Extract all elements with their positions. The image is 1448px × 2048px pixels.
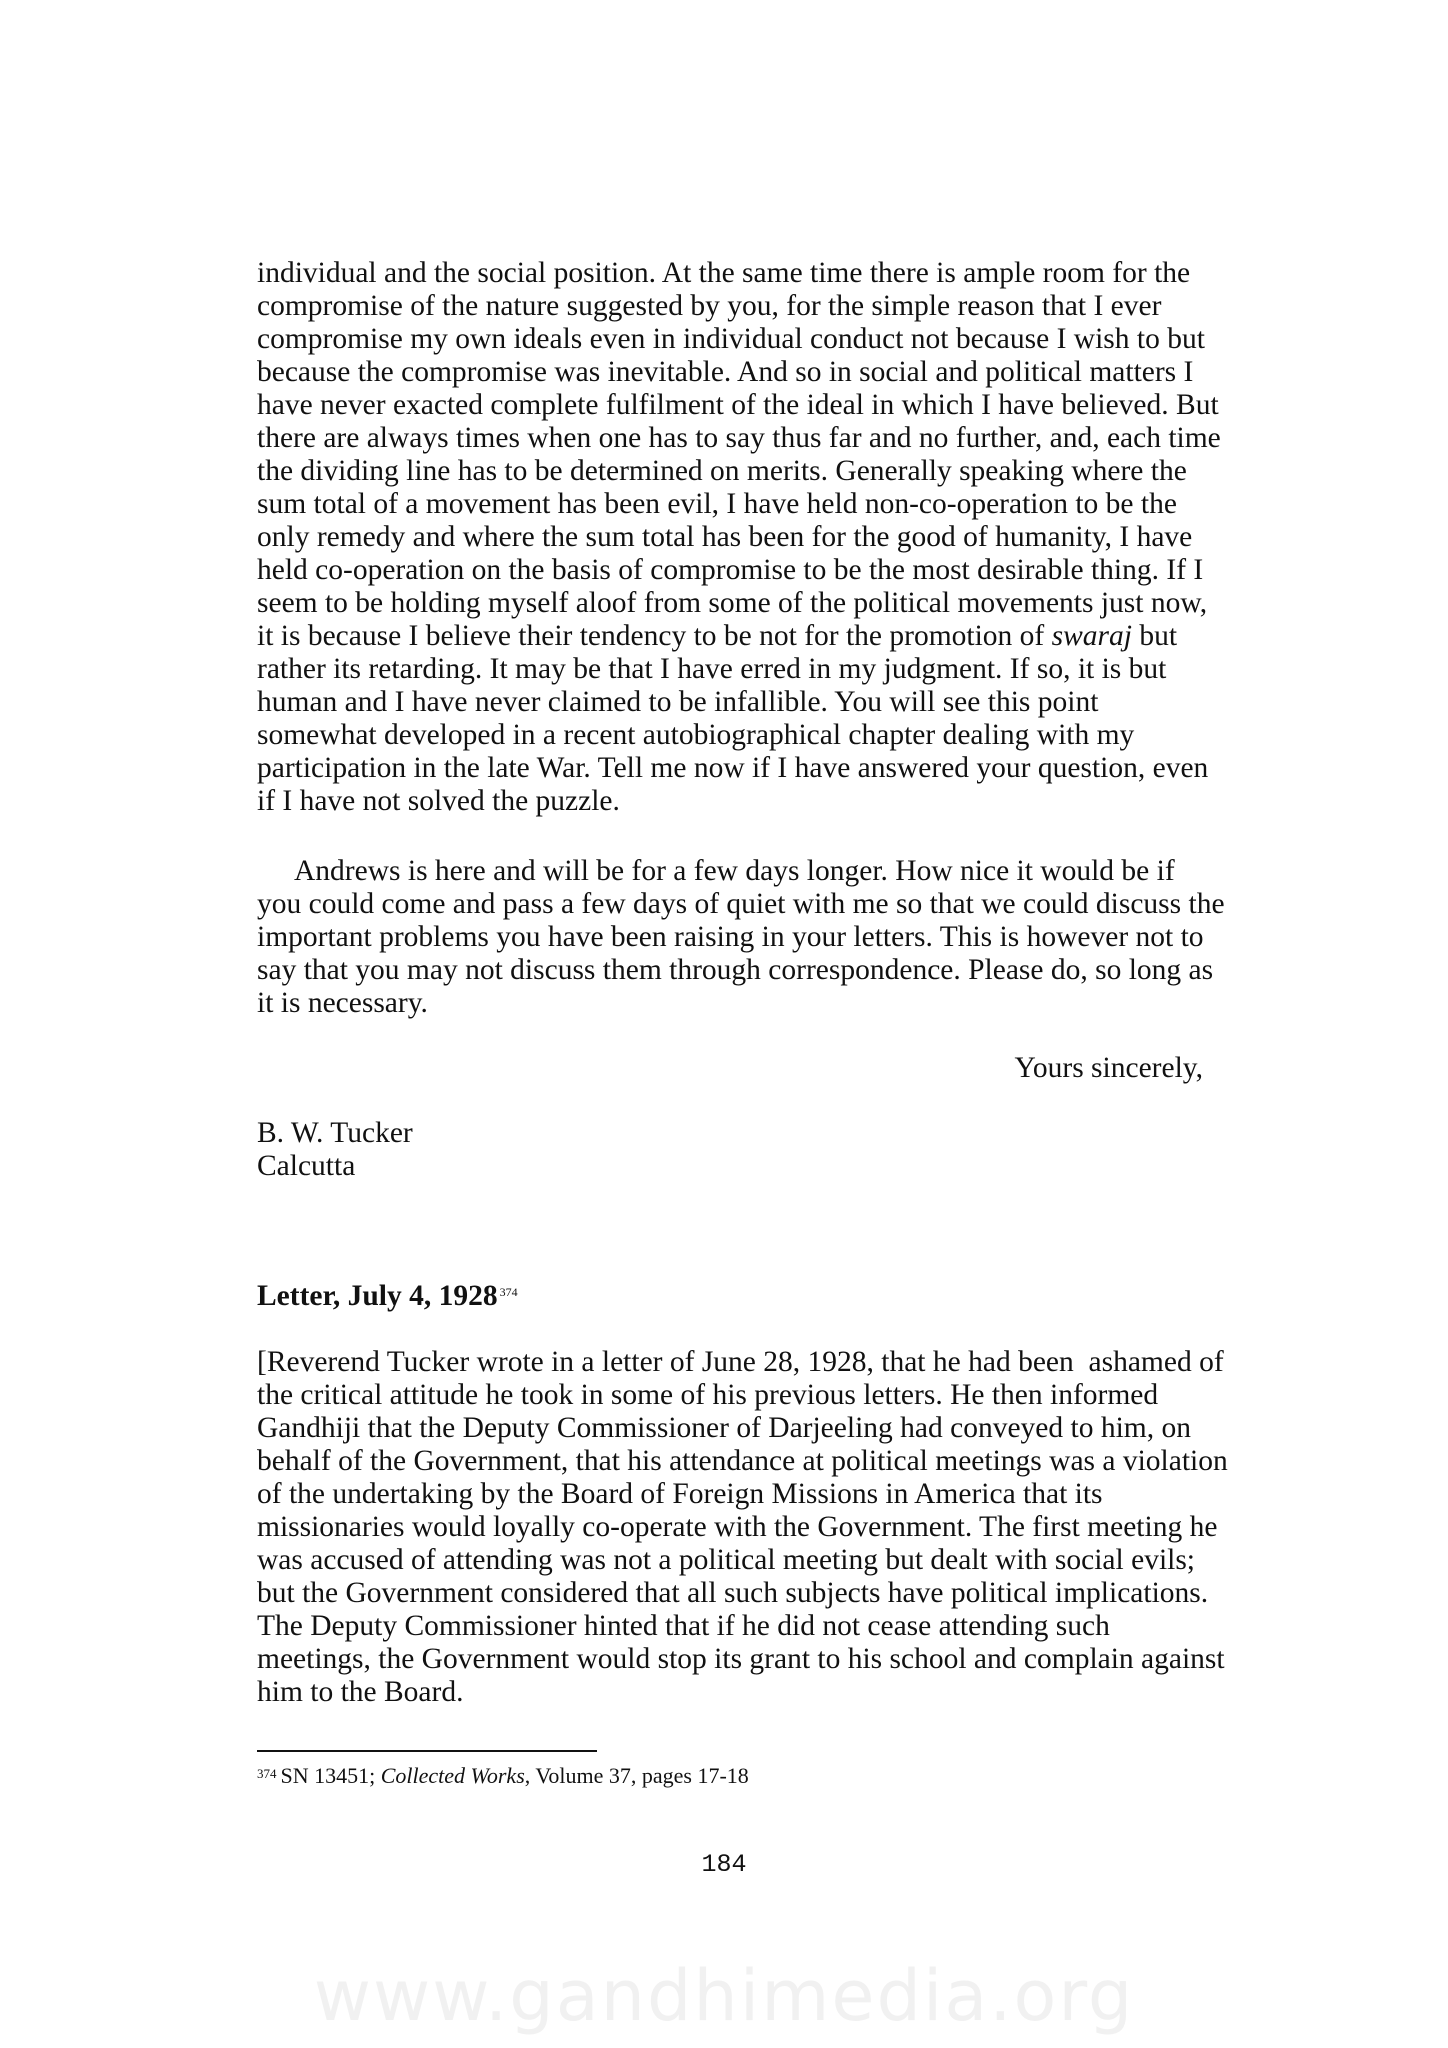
text-line: rather its retarding. It may be that I have erred in my judgment. If so, it is but [257,653,1167,685]
footnote-number: 374 [257,1766,277,1781]
text-line-swaraj [257,620,1203,653]
text-line: sum total of a movement has been evil, I have held non-co-operation to be the [257,488,1177,520]
text-line: the dividing line has to be determined on merits. Generally speaking where the [257,455,1187,487]
italic-term: swaraj [1051,620,1132,652]
text-line: there are always times when one has to say thus far and no further, and, each time [257,422,1221,454]
text-line: it is necessary. [257,987,428,1019]
text-line: Andrews is here and will be for a few days longer. How nice it would be if [294,855,1175,887]
text-line: seem to be holding myself aloof from some of the political movements just now, [257,587,1208,619]
text-line: Gandhiji that the Deputy Commissioner of Darjeeling had conveyed to him, on [257,1412,1191,1444]
text-line: meetings, the Government would stop its grant to his school and complain against [257,1643,1225,1675]
text-line: compromise of the nature suggested by you, for the simple reason that I ever [257,290,1162,322]
footnote-text: SN 13451; [280,1763,381,1788]
text-line: have never exacted complete fulfilment of the ideal in which I have believed. But [257,389,1219,421]
addressee-name: B. W. Tucker [257,1117,413,1149]
text-line: individual and the social position. At the same time there is ample room for the [257,257,1191,289]
footnote-italic: Collected Works [380,1763,525,1788]
section-heading [257,1280,518,1313]
text-line: but the Government considered that all such subjects have political implications. [257,1577,1209,1609]
closing-salutation: Yours sincerely, [1014,1052,1203,1084]
text-line: behalf of the Government, that his attendance at political meetings was a violation [257,1445,1228,1477]
text-line: compromise my own ideals even in individual conduct not because I wish to but [257,323,1205,355]
text-line: because the compromise was inevitable. And so in social and political matters I [257,356,1194,388]
page-number: 184 [701,1850,747,1879]
text-line: human and I have never claimed to be infallible. You will see this point [257,686,1099,718]
heading-title: Letter, July 4, 1928 [257,1280,498,1312]
text-line: was accused of attending was not a political meeting but dealt with social evils; [257,1544,1196,1576]
footnote-divider [257,1750,597,1752]
footnote-text: , Volume 37, pages 17-18 [524,1763,749,1788]
text-line: say that you may not discuss them through correspondence. Please do, so long as [257,954,1214,986]
text-line: participation in the late War. Tell me now if I have answered your question, even [257,752,1209,784]
text-line: missionaries would loyally co-operate with the Government. The first meeting he [257,1511,1218,1543]
footnote [257,1763,749,1789]
paragraph-3 [257,1346,1228,1709]
paragraph-2 [257,855,1225,1020]
text-line: you could come and pass a few days of quiet with me so that we could discuss the [257,888,1225,920]
text-line: if I have not solved the puzzle. [257,785,620,817]
text-line: only remedy and where the sum total has been for the good of humanity, I have [257,521,1193,553]
text-segment: it is because I believe their tendency to be not for the promotion of [257,620,1052,652]
watermark: www.gandhimedia.org [313,1955,1135,2037]
paragraph-1 [257,257,1221,818]
text-line: of the undertaking by the Board of Foreign Missions in America that its [257,1478,1103,1510]
text-line: him to the Board. [257,1676,464,1708]
footnote-reference[interactable]: 374 [499,1285,518,1299]
text-line: held co-operation on the basis of compromise to be the most desirable thing. If I [257,554,1204,586]
text-line: somewhat developed in a recent autobiographical chapter dealing with my [257,719,1135,751]
text-line: important problems you have been raising in your letters. This is however not to [257,921,1204,953]
text-line: The Deputy Commissioner hinted that if he did not cease attending such [257,1610,1110,1642]
text-line: the critical attitude he took in some of his previous letters. He then informed [257,1379,1159,1411]
text-line: [Reverend Tucker wrote in a letter of June 28, 1928, that he had been ashamed of [257,1346,1224,1378]
addressee-block [257,1117,1203,1183]
addressee-city: Calcutta [257,1150,356,1182]
text-segment: but [1131,620,1178,652]
